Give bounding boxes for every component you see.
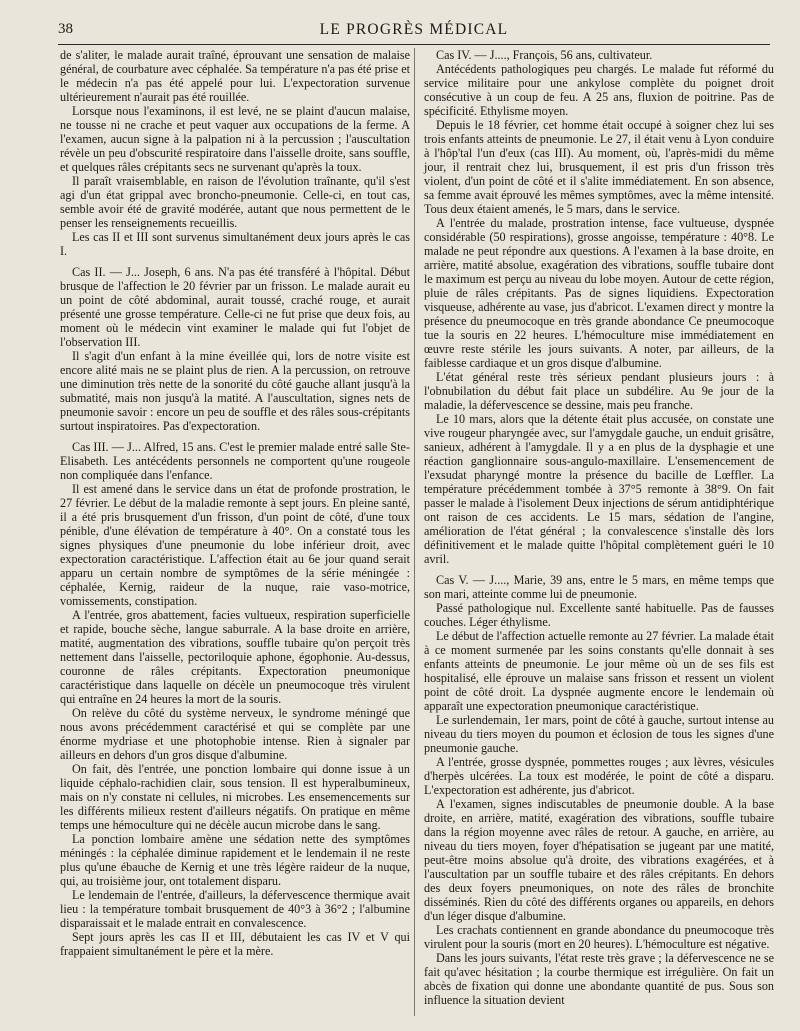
paragraph: Cas V. — J...., Marie, 39 ans, entre le 5 mars, en même temps que son mari, atteinte comme lui de pneumonie. bbox=[424, 573, 774, 601]
paragraph: Il s'agit d'un enfant à la mine éveillée qui, lors de notre visite est encore alité mais ne se plaint plus de rien. A la percussion, on retrouve une diminution très nette de la sonorité du côté gauche allant jusqu'à la submatité, mais non jusqu'à la matité. A l'auscultation, signes nets de pneumonie savoir : encore un peu de souffle et des râles sous-crépitants surtout inspiratoires. Pas d'expectoration. bbox=[60, 349, 410, 433]
paragraph: Sept jours après les cas II et III, débutaient les cas IV et V qui frappaient simultanément le père et la mère. bbox=[60, 930, 410, 958]
paragraph: Cas II. — J... Joseph, 6 ans. N'a pas été transféré à l'hôpital. Début brusque de l'affection le 20 février par un frisson. Le malade aurait eu un point de côté abdominal, aurait toussé, craché rouge, et aurait présenté une grosse température. Celle-ci ne fut prise que deux fois, au moment où le médecin vint examiner le malade qui fut l'objet de l'observation III. bbox=[60, 265, 410, 349]
paragraph: On relève du côté du système nerveux, le syndrome méningé que nous avons précédemment caractérisé et qui se complète par une énorme mydriase et une photophobie intense. Rien à signaler par ailleurs en dehors d'un gros disque d'albumine. bbox=[60, 706, 410, 762]
paragraph: A l'entrée, gros abattement, facies vultueux, respiration superficielle et rapide, bouche sèche, langue saburrale. A la base droite en arrière, matité, augmentation des vibrations, souffle tubaire qu'on perçoit très nettement dans l'aisselle, pectoriloquie aphone, égophonie. Au-dessus, couronne de râles crépitants. Expectoration pneumonique caractéristique dans laquelle on décèle un pneumocoque très virulent qui entraîne en 24 heures la mort de la souris. bbox=[60, 608, 410, 706]
paragraph: Le 10 mars, alors que la détente était plus accusée, on constate une vive rougeur pharyngée avec, sur l'amygdale gauche, un enduit grisâtre, sanieux, adhérent à l'amygdale. Il y a en plus de la dysphagie et une réaction ganglionnaire sous-angulo-maxillaire. L'ensemencement de l'exsudat pharyngé montre la présence du bacille de Lœffler. La température précédemment tombée à 37°5 remonte à 38°9. On fait passer le malade à l'isolement Deux injections de sérum antidiphtérique ont raison de ces accidents. Le 15 mars, sédation de l'angine, amélioration de l'état général ; la convalescence s'installe dès lors définitivement et le malade quitte l'hôpital complètement guéri le 10 avril. bbox=[424, 412, 774, 566]
paragraph: Il paraît vraisemblable, en raison de l'évolution traînante, qu'il s'est agi d'un état grippal avec broncho-pneumonie. Celle-ci, en tout cas, semble avoir été de gravité modérée, autant que nous permettent de le penser les renseignements recueillis. bbox=[60, 174, 410, 230]
paragraph: Depuis le 18 février, cet homme était occupé à soigner chez lui ses trois enfants atteints de pneumonie. Le 27, il était venu à Lyon conduire à l'hôp'tal l'un d'eux (cas III). Au moment, où, l'après-midi du même jour, il rentrait chez lui, brusquement, il est pris d'un frisson très violent, d'un point de côté et il s'alite immédiatement. En son absence, sa femme avait éprouvé les mêmes symptômes, avec la même intensité. Tous deux étaient amenés, le 5 mars, dans le service. bbox=[424, 118, 774, 216]
column-divider bbox=[414, 48, 415, 1016]
paragraph: de s'aliter, le malade aurait traîné, éprouvant une sensation de malaise général, de courbature avec céphalée. Sa température n'a pas été prise et le médecin n'a pas été appelé pour lui. L'expectoration survenue ultérieurement n'aurait pas été rouillée. bbox=[60, 48, 410, 104]
paragraph: La ponction lombaire amène une sédation nette des symptômes méningés : la céphalée diminue rapidement et le lendemain il ne reste plus qu'une ébauche de Kernig et une très légère raideur de la nuque, qui, au troisième jour, ont totalement disparu. bbox=[60, 832, 410, 888]
paragraph: A l'entrée, grosse dyspnée, pommettes rouges ; aux lèvres, vésicules d'herpès ulcérées. La toux est modérée, le point de côté a disparu. L'expectoration est adhérente, jus d'abricot. bbox=[424, 755, 774, 797]
paragraph: A l'entrée du malade, prostration intense, face vultueuse, dyspnée considérable (50 respirations), grosse angoisse, température : 40°8. Le malade ne peut répondre aux questions. A l'examen à la base droite, en arrière, matité absolue, exagération des vibrations, souffle tubaire dont le maximum est perçu au niveau du lobe moyen. Autour de cette région, pluie de râles crépitants. Pas de signes liquidiens. Expectoration visqueuse, adhérente au vase, jus d'abricot. L'examen direct y montre la présence du pneumocoque en très grande abondance Ce pneumocoque tue la souris en 22 heures. L'hémoculture mise immédiatement en œuvre reste stérile les jours suivants. A noter, par ailleurs, de la faiblesse cardiaque et un gros disque d'albumine. bbox=[424, 216, 774, 370]
paragraph: Il est amené dans le service dans un état de profonde prostration, le 27 février. Le début de la maladie remonte à sept jours. En pleine santé, il a été pris brusquement d'un frisson, d'un point de côté, d'une toux pénible, d'une élévation de température à 40°. On a constaté tous les signes physiques d'une pneumonie du lobe inférieur droit, avec expectoration caractéristique. L'affection était au 6e jour quand serait apparu un certain nombre de symptômes de la série méningée : céphalée, Kernig, raideur de la nuque, raie vaso-motrice, vomissements, constipation. bbox=[60, 482, 410, 608]
paragraph: Les cas II et III sont survenus simultanément deux jours après le cas I. bbox=[60, 230, 410, 258]
paragraph: Lorsque nous l'examinons, il est levé, ne se plaint d'aucun malaise, ne tousse ni ne crache et peut vaquer aux occupations de la ferme. A l'examen, aucun signe à la palpation ni à la percussion ; l'auscultation révèle un peu d'obscurité respiratoire dans l'aisselle droite, sans souffle, et quelques râles crépitants secs ne survenant qu'après la toux. bbox=[60, 104, 410, 174]
left-column bbox=[60, 48, 410, 958]
running-title: LE PROGRÈS MÉDICAL bbox=[319, 21, 509, 38]
paragraph: Le début de l'affection actuelle remonte au 27 février. La malade était à ce moment surmenée par les soins constants qu'elle donnait à ses enfants atteints de pneumonie. Le jour même où un de ses fils est hospitalisé, elle éprouve un malaise sans frisson et ressent un violent point de côté droit. La dyspnée augmente encore le lendemain où apparaît une expectoration pneumonique caractéristique. bbox=[424, 629, 774, 713]
page-header bbox=[58, 18, 770, 42]
page-number: 38 bbox=[58, 21, 73, 37]
paragraph: Les crachats contiennent en grande abondance du pneumocoque très virulent pour la souris (mort en 20 heures). L'hémoculture est négative. bbox=[424, 923, 774, 951]
paragraph: Cas IV. — J...., François, 56 ans, cultivateur. bbox=[436, 48, 653, 62]
paragraph: Le surlendemain, 1er mars, point de côté à gauche, surtout intense au niveau du tiers moyen du poumon et éclosion de tous les signes d'une pneumonie gauche. bbox=[424, 713, 774, 755]
paragraph: Le lendemain de l'entrée, d'ailleurs, la défervescence thermique avait lieu : la température tombait brusquement de 40°3 à 36°2 ; l'albumine disparaissait et le malade entrait en convalescence. bbox=[60, 888, 410, 930]
paragraph: Passé pathologique nul. Excellente santé habituelle. Pas de fausses couches. Léger éthylisme. bbox=[424, 601, 774, 629]
paragraph: Antécédents pathologiques peu chargés. Le malade fut réformé du service militaire pour une ankylose complète du poignet droit consécutive à un coup de feu. A 25 ans, fluxion de poitrine. Pas de spécificité. Ethylisme moyen. bbox=[424, 62, 774, 118]
paragraph: On fait, dès l'entrée, une ponction lombaire qui donne issue à un liquide céphalo-rachidien clair, sous tension. Il est hyperalbumineux, mais on n'y constate ni cellules, ni microbes. Les ensemencements sur les différents milieux restent d'ailleurs négatifs. On pratique en même temps une hémoculture qui ne décèle aucun microbe dans le sang. bbox=[60, 762, 410, 832]
header-rule bbox=[58, 44, 770, 45]
paragraph: L'état général reste très sérieux pendant plusieurs jours : à l'obnubilation du début fait place un subdélire. Au 9e jour de la maladie, la défervescence se dessine, mais peu franche. bbox=[424, 370, 774, 412]
paragraph: Cas III. — J... Alfred, 15 ans. C'est le premier malade entré salle Ste-Elisabeth. Les antécédents personnels ne comportent qu'une rougeole non compliquée dans l'enfance. bbox=[60, 440, 410, 482]
paragraph: A l'examen, signes indiscutables de pneumonie double. A la base droite, en arrière, matité, exagération des vibrations, souffle tubaire dans la région moyenne avec râles de retour. A gauche, en arrière, au niveau du tiers moyen, foyer d'hépatisation se jugeant par une matité, peut-être moins absolue qu'à droite, des vibrations exagérées, et à l'auscultation par un souffle tubaire et des râles crépitants. En dehors des deux foyers pneumoniques, on note des râles de bronchite disséminés. Rien du côté des différents organes ou appareils, en dehors d'un léger disque d'albumine. bbox=[424, 797, 774, 923]
paragraph: Dans les jours suivants, l'état reste très grave ; la défervescence ne se fait qu'avec hésitation ; la courbe thermique est irrégulière. On fait un abcès de fixation qui donne une abondante quantité de pus. Sous son influence la situation devient bbox=[424, 951, 774, 1007]
right-column bbox=[424, 48, 774, 1007]
